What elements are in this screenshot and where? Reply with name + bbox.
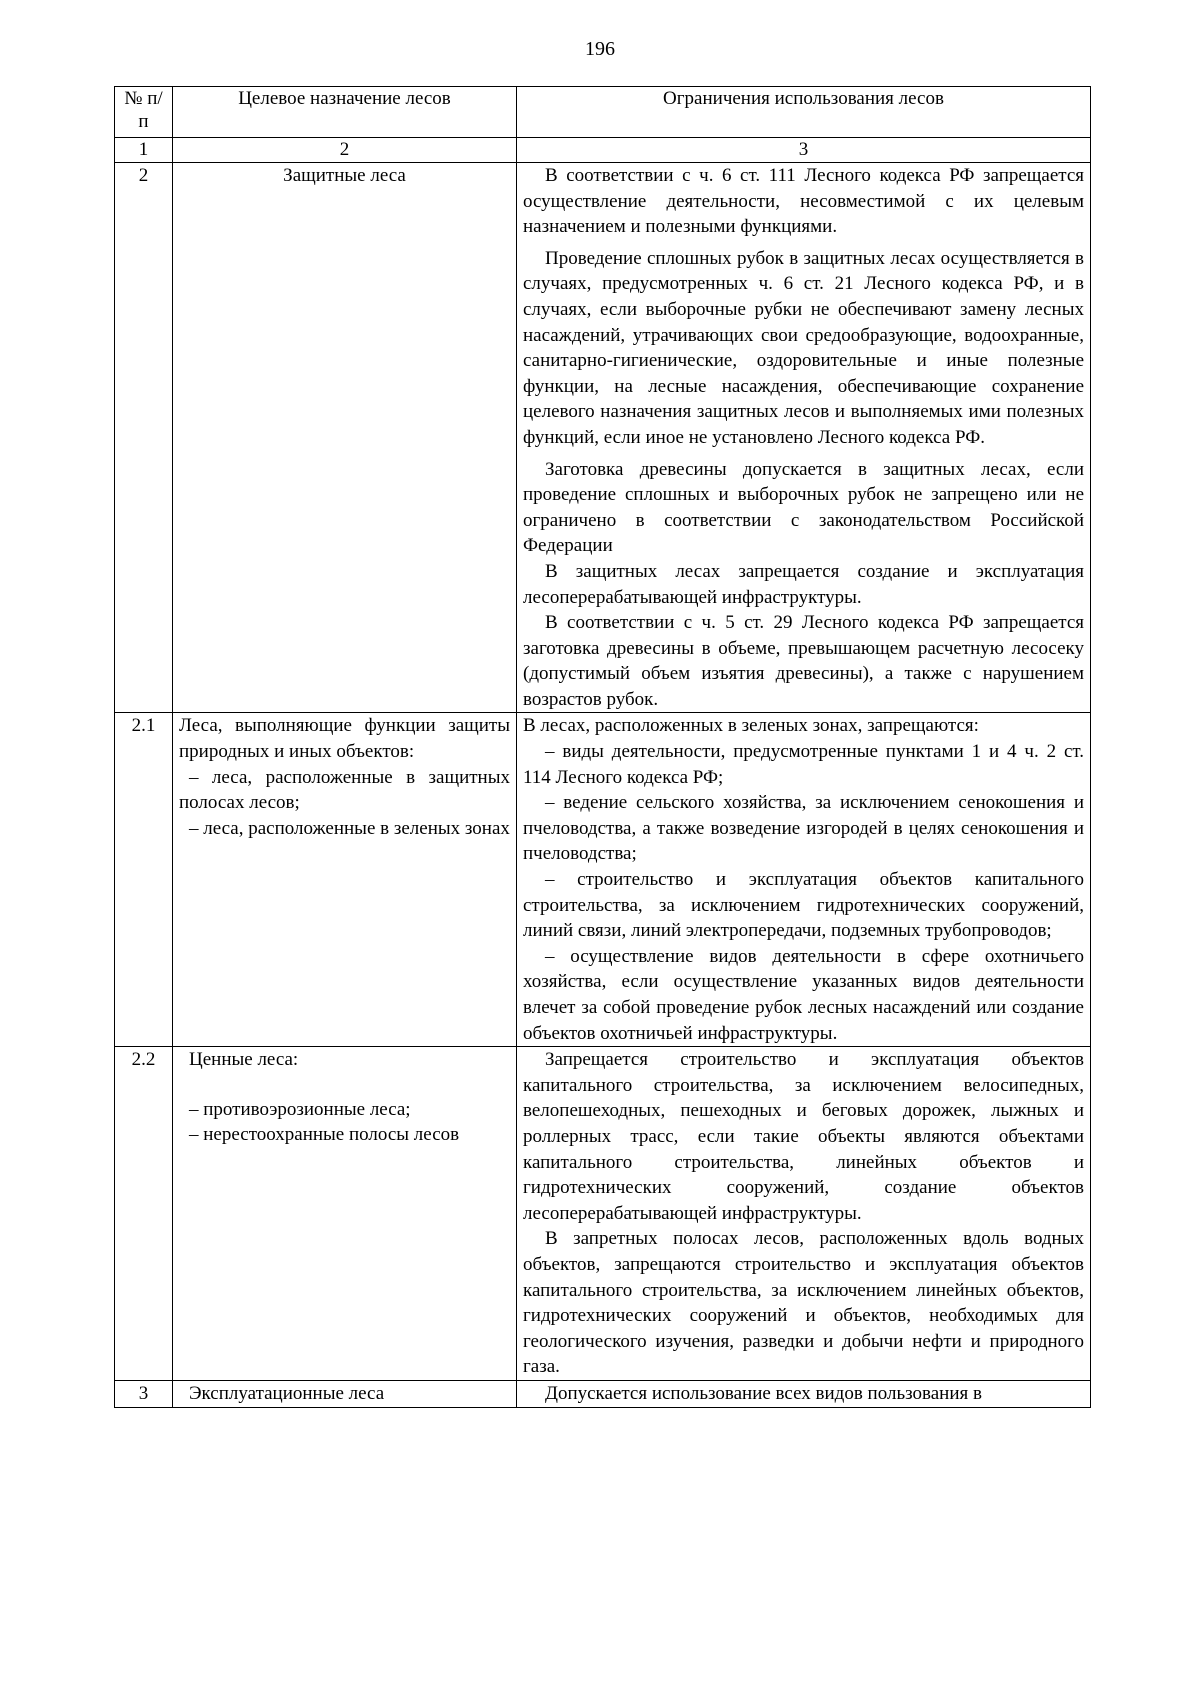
column-numbers-row: [115, 138, 1091, 163]
table-row: [115, 713, 1091, 1047]
header-num: № п/п: [115, 87, 173, 138]
row-restrictions: [517, 713, 1091, 1047]
row-purpose: [173, 163, 517, 713]
table-header-row: [115, 87, 1091, 138]
restriction-list-item: – осуществление видов деятельности в сфере охотничьего хозяйства, если осуществление указанных видов деятельности влечет за собой проведение рубок лесных насаждений или создание объектов охотничьей инфраструктуры.: [523, 945, 1084, 1044]
restriction-list-item: – ведение сельского хозяйства, за исключением сенокошения и пчеловодства, а также возведение изгородей в целях сенокошения и пчеловодства;: [523, 792, 1084, 865]
row-number: 2: [115, 163, 173, 713]
restriction-paragraph: Проведение сплошных рубок в защитных лесах осуществляется в случаях, предусмотренных ч. 6 ст. 21 Лесного кодекса РФ, и в случаях, если выборочные рубки не обеспечивают замену лесных насаждений, утрачивающих свои средообразующие, водоохранные, санитарно-гигиенические, оздоровительные и иные полезные функции, на лесные насаждения, обеспечивающие сохранение целевого назначения защитных лесов и выполняемых ими полезных функций, если иное не установлено Лесного кодекса РФ.: [523, 247, 1084, 448]
purpose-list-item: – противоэрозионные леса;: [189, 1098, 411, 1120]
restriction-paragraph: Допускается использование всех видов пользования в: [545, 1382, 982, 1404]
table-row: [115, 163, 1091, 713]
purpose-list-item: – нерестоохранные полосы лесов: [189, 1124, 460, 1146]
restriction-paragraph: В запретных полосах лесов, расположенных вдоль водных объектов, запрещаются строительство и эксплуатация объектов капитального строительства, за исключением линейных объектов, гидротехнических сооружений и объектов, необходимых для геологического изучения, разведки и добычи нефти и природного газа.: [523, 1228, 1084, 1378]
row-purpose: [173, 713, 517, 1047]
restriction-list-item: – строительство и эксплуатация объектов капитального строительства, за исключением гидротехнических сооружений, линий связи, линий электропередачи, подземных трубопроводов;: [523, 869, 1084, 942]
table-row: [115, 1380, 1091, 1407]
purpose-text: Эксплуатационные леса: [189, 1382, 385, 1404]
table-row: [115, 1047, 1091, 1381]
row-number: 2.2: [115, 1047, 173, 1381]
header-restrictions: Ограничения использования лесов: [517, 87, 1091, 138]
row-number: 2.1: [115, 713, 173, 1047]
restriction-paragraph: В соответствии с ч. 6 ст. 111 Лесного кодекса РФ запрещается осуществление деятельности, несовместимой с их целевым назначением и полезными функциями.: [523, 165, 1084, 238]
row-purpose: [173, 1047, 517, 1381]
header-purpose: Целевое назначение лесов: [173, 87, 517, 138]
restriction-paragraph: Запрещается строительство и эксплуатация объектов капитального строительства, за исключением велосипедных, велопешеходных, пешеходных и беговых дорожек, лыжных и роллерных трасс, если такие объекты являются объектами капитального строительства, линейных объектов и гидротехнических сооружений, создание объектов лесоперерабатывающей инфраструктуры.: [523, 1049, 1084, 1224]
column-number: 2: [173, 138, 517, 163]
forest-restrictions-table: [114, 86, 1091, 1408]
purpose-list-item: – леса, расположенные в зеленых зонах: [189, 817, 510, 839]
row-purpose: [173, 1380, 517, 1407]
purpose-list-item: – леса, расположенные в защитных полосах лесов;: [179, 766, 510, 814]
restriction-paragraph: В лесах, расположенных в зеленых зонах, запрещаются:: [523, 715, 979, 737]
restriction-paragraph: В защитных лесах запрещается создание и эксплуатация лесоперерабатывающей инфраструктуры.: [523, 560, 1084, 608]
purpose-text: Защитные леса: [283, 165, 406, 186]
purpose-text: Леса, выполняющие функции защиты природных и иных объектов:: [179, 715, 510, 763]
row-restrictions: [517, 1380, 1091, 1407]
row-restrictions: [517, 163, 1091, 713]
restriction-list-item: – виды деятельности, предусмотренные пунктами 1 и 4 ч. 2 ст. 114 Лесного кодекса РФ;: [523, 741, 1084, 788]
purpose-text: Ценные леса:: [189, 1049, 299, 1071]
row-restrictions: [517, 1047, 1091, 1381]
restriction-paragraph: В соответствии с ч. 5 ст. 29 Лесного кодекса РФ запрещается заготовка древесины в объеме, превышающем расчетную лесосеку (допустимый объем изъятия древесины), а также с нарушением возрастов рубок.: [523, 612, 1084, 710]
column-number: 1: [115, 138, 173, 163]
column-number: 3: [517, 138, 1091, 163]
row-number: 3: [115, 1380, 173, 1407]
restriction-paragraph: Заготовка древесины допускается в защитных лесах, если проведение сплошных и выборочных рубок не запрещено или не ограничено в соответствии с законодательством Российской Федерации: [523, 458, 1084, 557]
page-number: 196: [585, 38, 615, 60]
